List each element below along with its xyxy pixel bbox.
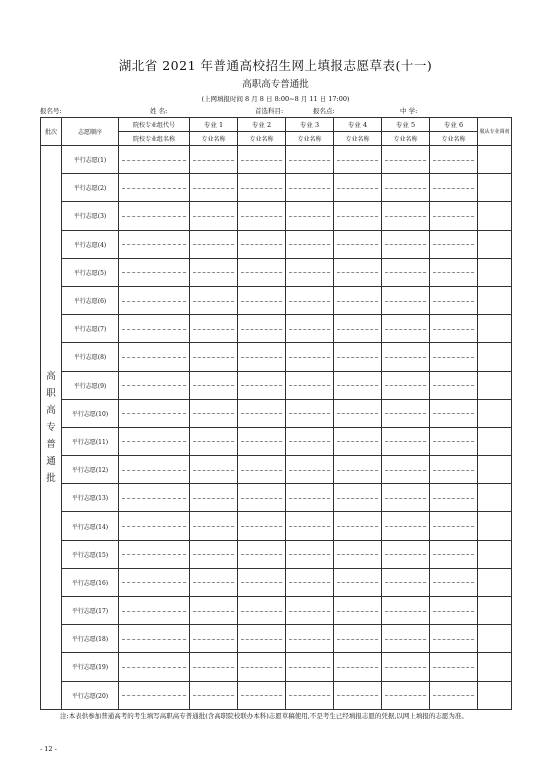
major-4-cell[interactable] <box>334 371 382 399</box>
major-3-cell[interactable] <box>286 315 334 343</box>
obey-adjust-cell[interactable] <box>478 653 512 681</box>
major-5-cell[interactable] <box>382 484 430 512</box>
major-6-cell[interactable] <box>430 315 478 343</box>
major-5-cell[interactable] <box>382 174 430 202</box>
obey-adjust-cell[interactable] <box>478 146 512 174</box>
choice-order-cell: 平行志愿(5) <box>62 258 119 286</box>
major-6-cell[interactable] <box>430 456 478 484</box>
header-major-2: 专业 2 <box>238 118 286 132</box>
major-3-cell[interactable] <box>286 258 334 286</box>
header-major-1: 专业 1 <box>190 118 238 132</box>
choice-order-cell: 平行志愿(13) <box>62 484 119 512</box>
major-2-cell[interactable] <box>238 343 286 371</box>
major-6-cell[interactable] <box>430 540 478 568</box>
major-2-cell[interactable] <box>238 258 286 286</box>
major-3-cell[interactable] <box>286 568 334 596</box>
obey-adjust-cell[interactable] <box>478 512 512 540</box>
major-3-cell[interactable] <box>286 540 334 568</box>
major-4-cell[interactable] <box>334 399 382 427</box>
choice-order-cell: 平行志愿(15) <box>62 540 119 568</box>
major-6-cell[interactable] <box>430 343 478 371</box>
choice-order-cell: 平行志愿(16) <box>62 568 119 596</box>
choice-order-cell: 平行志愿(18) <box>62 625 119 653</box>
obey-adjust-cell[interactable] <box>478 286 512 314</box>
table-row <box>41 512 512 540</box>
group-cell[interactable] <box>119 512 190 540</box>
choice-order-cell: 平行志愿(3) <box>62 202 119 230</box>
choice-order-cell: 平行志愿(8) <box>62 343 119 371</box>
exam-no-label: 报名号: <box>40 107 62 115</box>
major-1-cell[interactable] <box>190 681 238 709</box>
major-2-cell[interactable] <box>238 484 286 512</box>
table-row <box>41 258 512 286</box>
major-6-cell[interactable] <box>430 681 478 709</box>
major-1-cell[interactable] <box>190 512 238 540</box>
major-4-cell[interactable] <box>334 568 382 596</box>
major-5-cell[interactable] <box>382 456 430 484</box>
time-note: (上网填报时间 8 月 8 日 8:00~8 月 11 日 17:00) <box>201 95 350 103</box>
major-3-cell[interactable] <box>286 456 334 484</box>
major-3-cell[interactable] <box>286 286 334 314</box>
group-cell[interactable] <box>119 371 190 399</box>
major-6-cell[interactable] <box>430 597 478 625</box>
obey-adjust-cell[interactable] <box>478 202 512 230</box>
choice-order-cell: 平行志愿(12) <box>62 456 119 484</box>
major-5-cell[interactable] <box>382 202 430 230</box>
major-2-cell[interactable] <box>238 681 286 709</box>
table-row <box>41 286 512 314</box>
subject-label: 首选科目: <box>255 107 284 115</box>
group-cell[interactable] <box>119 681 190 709</box>
major-5-cell[interactable] <box>382 146 430 174</box>
name-label: 姓 名: <box>150 107 168 115</box>
group-cell[interactable] <box>119 568 190 596</box>
obey-adjust-cell[interactable] <box>478 484 512 512</box>
major-6-cell[interactable] <box>430 427 478 455</box>
table-row <box>41 484 512 512</box>
major-5-cell[interactable] <box>382 512 430 540</box>
major-1-cell[interactable] <box>190 399 238 427</box>
major-1-cell[interactable] <box>190 597 238 625</box>
group-cell[interactable] <box>119 484 190 512</box>
choice-order-cell: 平行志愿(2) <box>62 174 119 202</box>
header-major-name-4: 专业名称 <box>334 132 382 146</box>
major-1-cell[interactable] <box>190 343 238 371</box>
table-row <box>41 568 512 596</box>
obey-adjust-cell[interactable] <box>478 540 512 568</box>
group-cell[interactable] <box>119 230 190 258</box>
table-row <box>41 315 512 343</box>
major-5-cell[interactable] <box>382 681 430 709</box>
major-6-cell[interactable] <box>430 512 478 540</box>
table-row <box>41 174 512 202</box>
major-3-cell[interactable] <box>286 371 334 399</box>
major-5-cell[interactable] <box>382 371 430 399</box>
table-row <box>41 146 512 174</box>
major-4-cell[interactable] <box>334 681 382 709</box>
major-1-cell[interactable] <box>190 540 238 568</box>
major-1-cell[interactable] <box>190 568 238 596</box>
major-5-cell[interactable] <box>382 653 430 681</box>
major-2-cell[interactable] <box>238 146 286 174</box>
major-2-cell[interactable] <box>238 230 286 258</box>
table-row <box>41 202 512 230</box>
header-group-name: 院校专业组名称 <box>119 132 190 146</box>
major-6-cell[interactable] <box>430 286 478 314</box>
major-1-cell[interactable] <box>190 484 238 512</box>
choice-order-cell: 平行志愿(10) <box>62 399 119 427</box>
group-cell[interactable] <box>119 286 190 314</box>
page-number: - 12 - <box>40 745 57 753</box>
header-batch: 批次 <box>41 118 62 146</box>
major-1-cell[interactable] <box>190 202 238 230</box>
major-5-cell[interactable] <box>382 343 430 371</box>
major-2-cell[interactable] <box>238 399 286 427</box>
obey-adjust-cell[interactable] <box>478 568 512 596</box>
major-1-cell[interactable] <box>190 286 238 314</box>
major-5-cell[interactable] <box>382 597 430 625</box>
major-5-cell[interactable] <box>382 286 430 314</box>
major-2-cell[interactable] <box>238 427 286 455</box>
major-5-cell[interactable] <box>382 230 430 258</box>
major-1-cell[interactable] <box>190 625 238 653</box>
major-6-cell[interactable] <box>430 371 478 399</box>
choice-order-cell: 平行志愿(11) <box>62 427 119 455</box>
obey-adjust-cell[interactable] <box>478 315 512 343</box>
batch-name-cell <box>41 146 62 710</box>
major-3-cell[interactable] <box>286 597 334 625</box>
table-row <box>41 653 512 681</box>
obey-adjust-cell[interactable] <box>478 597 512 625</box>
header-major-5: 专业 5 <box>382 118 430 132</box>
info-row <box>40 106 512 116</box>
table-row <box>41 427 512 455</box>
school-label: 中 学: <box>400 107 418 115</box>
major-4-cell[interactable] <box>334 258 382 286</box>
header-order: 志愿顺序 <box>62 118 119 146</box>
major-2-cell[interactable] <box>238 512 286 540</box>
footnote: 注:本表供参加普通高考的考生填写高职高专普通批(含高职院校联办本科)志愿草稿使用,不是考生已经填报志愿的凭据,以网上填报的志愿为准。 <box>60 712 468 720</box>
major-2-cell[interactable] <box>238 174 286 202</box>
major-2-cell[interactable] <box>238 202 286 230</box>
major-2-cell[interactable] <box>238 597 286 625</box>
major-1-cell[interactable] <box>190 174 238 202</box>
major-4-cell[interactable] <box>334 625 382 653</box>
major-4-cell[interactable] <box>334 484 382 512</box>
batch-char: 批 <box>46 472 56 484</box>
major-2-cell[interactable] <box>238 286 286 314</box>
batch-char: 专 <box>46 421 56 433</box>
major-1-cell[interactable] <box>190 315 238 343</box>
table-row <box>41 399 512 427</box>
major-6-cell[interactable] <box>430 653 478 681</box>
header-major-name-5: 专业名称 <box>382 132 430 146</box>
major-5-cell[interactable] <box>382 568 430 596</box>
major-4-cell[interactable] <box>334 202 382 230</box>
group-cell[interactable] <box>119 653 190 681</box>
major-5-cell[interactable] <box>382 258 430 286</box>
major-4-cell[interactable] <box>334 174 382 202</box>
major-5-cell[interactable] <box>382 625 430 653</box>
site-label: 报名点: <box>313 107 335 115</box>
batch-char: 高 <box>46 370 56 382</box>
obey-adjust-cell[interactable] <box>478 230 512 258</box>
choice-order-cell: 平行志愿(7) <box>62 315 119 343</box>
major-1-cell[interactable] <box>190 653 238 681</box>
major-4-cell[interactable] <box>334 427 382 455</box>
group-cell[interactable] <box>119 202 190 230</box>
obey-adjust-cell[interactable] <box>478 456 512 484</box>
header-major-name-3: 专业名称 <box>286 132 334 146</box>
obey-adjust-cell[interactable] <box>478 371 512 399</box>
major-6-cell[interactable] <box>430 258 478 286</box>
choice-order-cell: 平行志愿(6) <box>62 286 119 314</box>
major-4-cell[interactable] <box>334 286 382 314</box>
header-major-name-2: 专业名称 <box>238 132 286 146</box>
major-6-cell[interactable] <box>430 146 478 174</box>
group-cell[interactable] <box>119 597 190 625</box>
major-5-cell[interactable] <box>382 315 430 343</box>
page-subtitle: 高职高专普通批 <box>242 79 309 90</box>
group-cell[interactable] <box>119 540 190 568</box>
major-5-cell[interactable] <box>382 540 430 568</box>
header-major-6: 专业 6 <box>430 118 478 132</box>
header-major-name-6: 专业名称 <box>430 132 478 146</box>
major-3-cell[interactable] <box>286 653 334 681</box>
group-cell[interactable] <box>119 427 190 455</box>
major-3-cell[interactable] <box>286 512 334 540</box>
group-cell[interactable] <box>119 315 190 343</box>
obey-adjust-cell[interactable] <box>478 681 512 709</box>
major-1-cell[interactable] <box>190 146 238 174</box>
major-4-cell[interactable] <box>334 230 382 258</box>
obey-adjust-cell[interactable] <box>478 625 512 653</box>
obey-adjust-cell[interactable] <box>478 174 512 202</box>
choice-order-cell: 平行志愿(20) <box>62 681 119 709</box>
group-cell[interactable] <box>119 399 190 427</box>
page-title: 湖北省 2021 年普通高校招生网上填报志愿草表(十一) <box>118 58 433 73</box>
major-4-cell[interactable] <box>334 315 382 343</box>
major-2-cell[interactable] <box>238 625 286 653</box>
batch-char: 高 <box>46 404 56 416</box>
header-obey-adjust: 服从专业调剂 <box>478 118 512 146</box>
choice-order-cell: 平行志愿(14) <box>62 512 119 540</box>
table-row <box>41 456 512 484</box>
group-cell[interactable] <box>119 146 190 174</box>
major-1-cell[interactable] <box>190 371 238 399</box>
header-major-4: 专业 4 <box>334 118 382 132</box>
header-major-3: 专业 3 <box>286 118 334 132</box>
major-6-cell[interactable] <box>430 230 478 258</box>
major-1-cell[interactable] <box>190 230 238 258</box>
major-1-cell[interactable] <box>190 427 238 455</box>
major-3-cell[interactable] <box>286 399 334 427</box>
batch-char: 职 <box>46 387 56 399</box>
major-3-cell[interactable] <box>286 174 334 202</box>
group-cell[interactable] <box>119 258 190 286</box>
choice-order-cell: 平行志愿(4) <box>62 230 119 258</box>
table-row <box>41 625 512 653</box>
table-row <box>41 597 512 625</box>
group-cell[interactable] <box>119 456 190 484</box>
major-2-cell[interactable] <box>238 456 286 484</box>
major-3-cell[interactable] <box>286 484 334 512</box>
major-2-cell[interactable] <box>238 653 286 681</box>
table-row <box>41 371 512 399</box>
major-6-cell[interactable] <box>430 174 478 202</box>
obey-adjust-cell[interactable] <box>478 399 512 427</box>
header-major-name-1: 专业名称 <box>190 132 238 146</box>
major-6-cell[interactable] <box>430 625 478 653</box>
major-6-cell[interactable] <box>430 568 478 596</box>
choice-order-cell: 平行志愿(17) <box>62 597 119 625</box>
table-row <box>41 540 512 568</box>
header-group-code: 院校专业组代号 <box>119 118 190 132</box>
major-4-cell[interactable] <box>334 540 382 568</box>
major-6-cell[interactable] <box>430 484 478 512</box>
batch-char: 通 <box>46 455 56 467</box>
major-6-cell[interactable] <box>430 202 478 230</box>
batch-char: 普 <box>46 438 56 450</box>
obey-adjust-cell[interactable] <box>478 343 512 371</box>
group-cell[interactable] <box>119 343 190 371</box>
group-cell[interactable] <box>119 174 190 202</box>
major-2-cell[interactable] <box>238 540 286 568</box>
choice-order-cell: 平行志愿(9) <box>62 371 119 399</box>
group-cell[interactable] <box>119 625 190 653</box>
major-4-cell[interactable] <box>334 653 382 681</box>
obey-adjust-cell[interactable] <box>478 427 512 455</box>
table-row <box>41 343 512 371</box>
major-2-cell[interactable] <box>238 371 286 399</box>
major-3-cell[interactable] <box>286 343 334 371</box>
major-3-cell[interactable] <box>286 427 334 455</box>
major-4-cell[interactable] <box>334 512 382 540</box>
table-row <box>41 230 512 258</box>
major-3-cell[interactable] <box>286 230 334 258</box>
major-5-cell[interactable] <box>382 399 430 427</box>
major-4-cell[interactable] <box>334 456 382 484</box>
major-4-cell[interactable] <box>334 343 382 371</box>
major-1-cell[interactable] <box>190 456 238 484</box>
major-3-cell[interactable] <box>286 625 334 653</box>
table-row <box>41 681 512 709</box>
major-3-cell[interactable] <box>286 146 334 174</box>
major-3-cell[interactable] <box>286 681 334 709</box>
obey-adjust-cell[interactable] <box>478 258 512 286</box>
major-5-cell[interactable] <box>382 427 430 455</box>
major-4-cell[interactable] <box>334 146 382 174</box>
major-3-cell[interactable] <box>286 202 334 230</box>
choice-order-cell: 平行志愿(19) <box>62 653 119 681</box>
major-6-cell[interactable] <box>430 399 478 427</box>
choice-order-cell: 平行志愿(1) <box>62 146 119 174</box>
major-4-cell[interactable] <box>334 597 382 625</box>
major-2-cell[interactable] <box>238 315 286 343</box>
major-1-cell[interactable] <box>190 258 238 286</box>
choice-table <box>40 117 512 710</box>
major-2-cell[interactable] <box>238 568 286 596</box>
